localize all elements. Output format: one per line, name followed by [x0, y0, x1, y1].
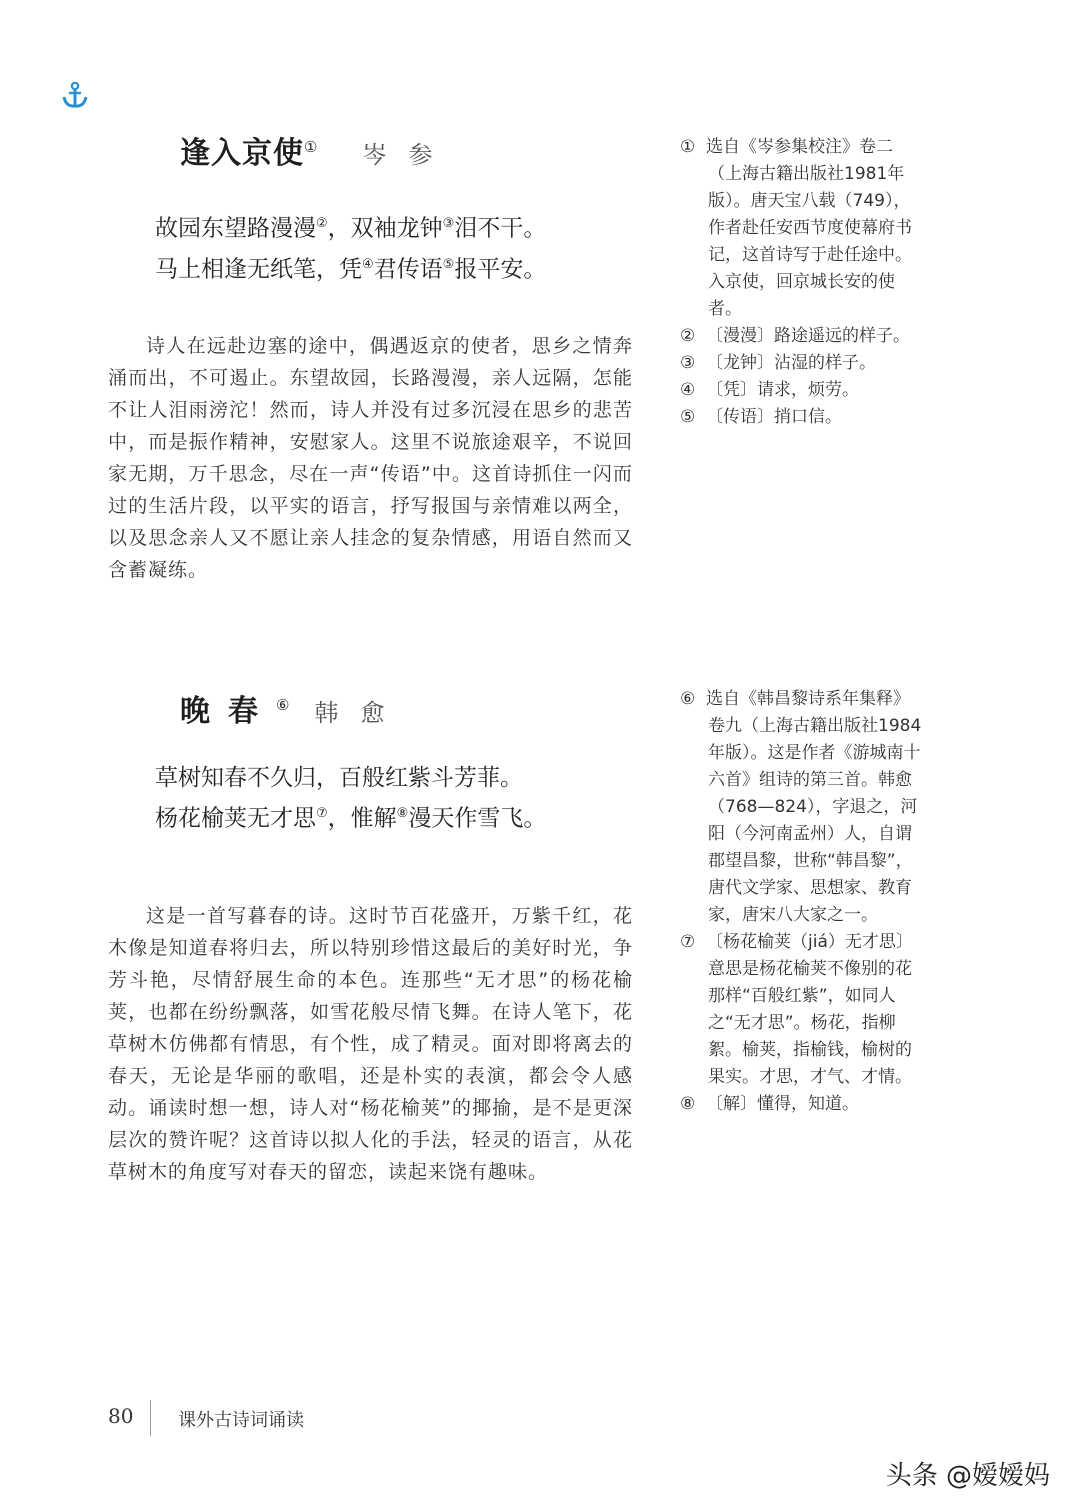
verse-line: 杨花榆荚无才思⑦，惟解⑧漫天作雪飞。	[155, 805, 547, 832]
footer-divider	[150, 1400, 151, 1436]
footnote-marker: ⑧	[396, 806, 409, 821]
footnote-marker: ④	[362, 256, 374, 272]
poem-commentary: 这是一首写暮春的诗。这时节百花盛开，万紫千红，花木像是知道春将归去，所以特别珍惜这最后的美好时光，争芳斗艳，尽情舒展生命的本色。连那些“无才思”的杨花榆荚，也都在纷纷飘落，如雪花般尽情飞舞。在诗人笔下，花草树木仿佛都有情思，有个性，成了精灵。面对即将离去的春天，无论是华丽的歌唱，还是朴实的表演，都会令人感动。诵读时想一想，诗人对“杨花榆荚”的揶揄，是不是更深层次的赞许呢？这首诗以拟人化的手法，轻灵的语言，从花草树木的角度写对春天的留恋，读起来饶有趣味。	[108, 905, 633, 1183]
footnotes	[680, 686, 925, 1118]
poem-heading	[180, 128, 455, 172]
footnote: ⑧ 〔解〕懂得，知道。	[680, 1094, 859, 1114]
page-number: 80	[108, 1404, 134, 1428]
poem-title: 逢入京使①	[180, 136, 318, 171]
footnotes	[680, 134, 925, 431]
footnote-marker: ③	[442, 216, 455, 231]
footnote-marker: ⑦	[316, 806, 328, 821]
footnote: ④ 〔凭〕请求，烦劳。	[680, 380, 859, 400]
poem-verses	[155, 760, 546, 837]
footnote-marker: ⑥	[276, 696, 290, 714]
footnote: ⑥ 选自《韩昌黎诗系年集释》卷九（上海古籍出版社1984年版）。这是作者《游城南十六首》组诗的第三首。韩愈（768—824），字退之，河阳（今河南孟州）人，自谓郡望昌黎，世称“韩昌黎”，唐代文学家、思想家、教育家，唐宋八大家之一。	[680, 689, 922, 925]
verse-line: 故园东望路漫漫②，双袖龙钟③泪不干。	[155, 215, 547, 242]
footnote: ⑦ 〔杨花榆荚（jiá）无才思〕意思是杨花榆荚不像别的花那样“百般红紫”，如同人之“无才思”。杨花，指柳絮。榆荚，指榆钱，榆树的果实。才思，才气、才情。	[680, 932, 913, 1087]
source-watermark: 头条 @嫒嫒妈	[885, 1461, 1050, 1491]
poem-title: 晚春⑥	[180, 694, 290, 729]
footnote: ② 〔漫漫〕路途遥远的样子。	[680, 326, 910, 346]
footnote-marker: ⑤	[442, 256, 455, 272]
poem-author: 岑参	[362, 141, 455, 169]
verse-line: 草树知春不久归，百般红紫斗芳菲。	[155, 765, 523, 791]
footnote: ⑤ 〔传语〕捎口信。	[680, 407, 842, 427]
footnote: ③ 〔龙钟〕沾湿的样子。	[680, 353, 876, 373]
poem-author: 韩愈	[314, 699, 407, 727]
anchor-icon	[60, 80, 90, 110]
footer-section-title: 课外古诗词诵读	[178, 1410, 304, 1431]
poem-heading	[180, 686, 407, 730]
poem-verses	[155, 206, 546, 287]
footnote: ① 选自《岑参集校注》卷二（上海古籍出版社1981年版）。唐天宝八载（749），作者赴任安西节度使幕府书记，这首诗写于赴任途中。入京使，回京城长安的使者。	[680, 137, 912, 319]
footnote-marker: ①	[304, 138, 318, 156]
verse-line: 马上相逢无纸笔，凭④君传语⑤报平安。	[155, 256, 547, 283]
poem-commentary: 诗人在远赴边塞的途中，偶遇返京的使者，思乡之情奔涌而出，不可遏止。东望故园，长路漫漫，亲人远隔，怎能不让人泪雨滂沱！然而，诗人并没有过多沉浸在思乡的悲苦中，而是振作精神，安慰家人。这里不说旅途艰辛，不说回家无期，万千思念，尽在一声“传语”中。这首诗抓住一闪而过的生活片段，以平实的语言，抒写报国与亲情难以两全，以及思念亲人又不愿让亲人挂念的复杂情感，用语自然而又含蓄凝练。	[108, 335, 633, 581]
page-footer	[0, 1400, 1080, 1440]
footnote-marker: ②	[316, 216, 328, 231]
